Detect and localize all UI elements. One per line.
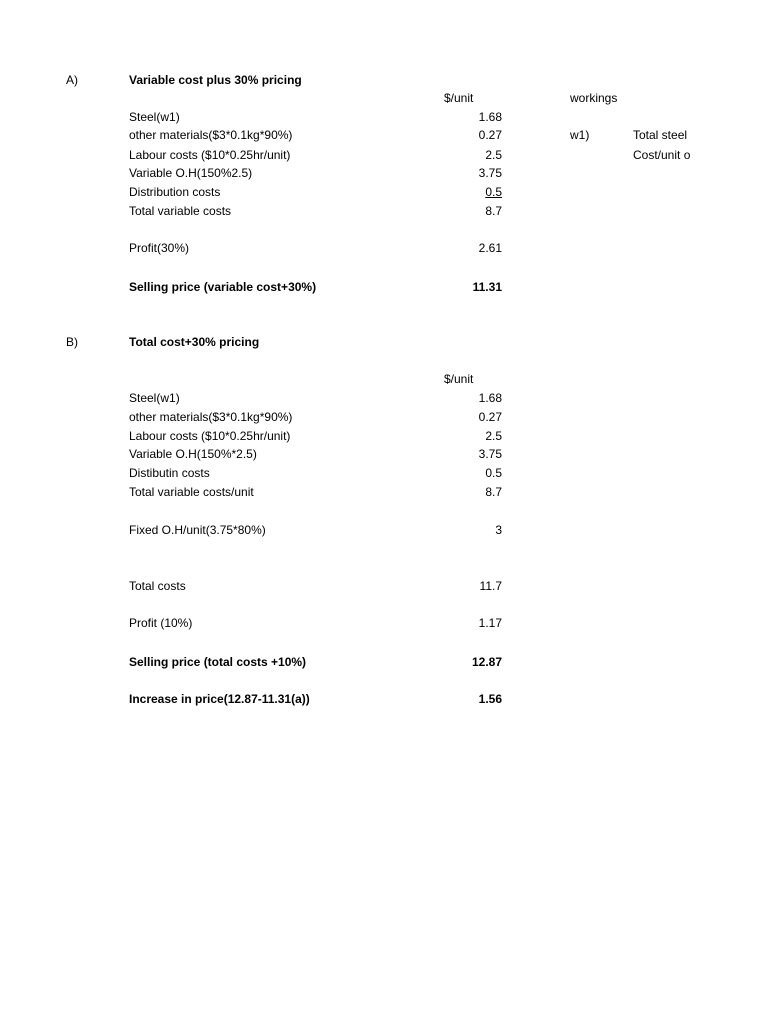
section-b-fixed-value: 3 [495,523,502,537]
section-b-row-label: Variable O.H(150%*2.5) [129,447,257,461]
section-b-row-label: Steel(w1) [129,391,180,405]
section-a-row-label: Labour costs ($10*0.25hr/unit) [129,148,291,162]
section-a-title: Variable cost plus 30% pricing [129,73,302,87]
section-b-row-value: 3.75 [478,447,502,461]
section-a-row-label: Steel(w1) [129,110,180,124]
section-b-total-label: Total costs [129,579,186,593]
section-b-selling-label: Selling price (total costs +10%) [129,655,307,669]
section-b-total-value: 11.7 [479,579,502,593]
section-b-row-label: Total variable costs/unit [129,485,254,499]
section-a-row-label: Total variable costs [129,204,232,218]
section-b-row-value: 0.27 [478,410,502,424]
section-b-increase-label: Increase in price(12.87-11.31(a)) [129,692,310,706]
working-marker: w1) [570,128,590,142]
section-a-row-value: 1.68 [478,110,502,124]
section-a-row-value: 2.5 [485,148,502,162]
section-b-row-value: 8.7 [485,485,502,499]
section-a-row-value: 0.5 [485,185,502,199]
section-a-selling-label: Selling price (variable cost+30%) [129,280,317,294]
section-a-selling-value: 11.31 [472,280,502,294]
section-b-increase-value: 1.56 [478,692,502,706]
section-b-row-label: Distibutin costs [129,466,210,480]
section-b-marker: B) [66,335,78,349]
working-line-2: Cost/unit o [633,148,691,162]
section-b-selling-value: 12.87 [471,655,502,669]
working-line-1: Total steel [633,128,688,142]
section-b-row-label: Labour costs ($10*0.25hr/unit) [129,429,291,443]
section-a-profit-label: Profit(30%) [129,241,190,255]
workings-header: workings [570,91,618,105]
section-b-profit-label: Profit (10%) [129,616,193,630]
section-a-row-label: Distribution costs [129,185,221,199]
section-a-row-value: 0.27 [478,128,502,142]
section-b-unit-header: $/unit [444,372,474,386]
section-b-row-value: 1.68 [478,391,502,405]
section-a-profit-value: 2.61 [478,241,502,255]
section-a-row-value: 3.75 [478,166,502,180]
section-b-row-label: other materials($3*0.1kg*90%) [129,410,293,424]
section-b-fixed-label: Fixed O.H/unit(3.75*80%) [129,523,266,537]
section-a-row-label: Variable O.H(150%2.5) [129,166,253,180]
section-b-row-value: 2.5 [485,429,502,443]
section-b-profit-value: 1.17 [478,616,502,630]
section-b-row-value: 0.5 [485,466,502,480]
section-b-title: Total cost+30% pricing [129,335,260,349]
section-a-row-value: 8.7 [485,204,502,218]
section-a-unit-header: $/unit [444,91,474,105]
section-a-row-label: other materials($3*0.1kg*90%) [129,128,293,142]
section-a-marker: A) [66,73,78,87]
